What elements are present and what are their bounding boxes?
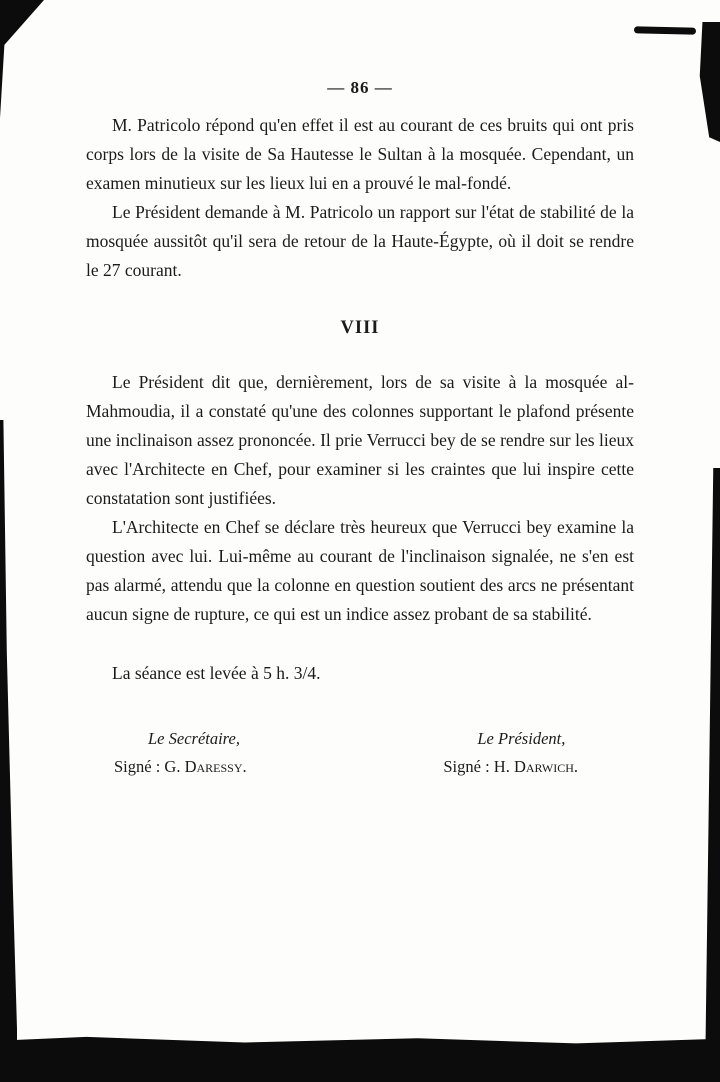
paragraph: L'Architecte en Chef se déclare très heureux que Verrucci bey examine la question avec lui. Lui-même au courant de l'inclinaison signalée, ne s'en est pas alarmé, attendu que la colonne en question soutient des arcs ne présentant aucun signe de rupture, ce qui est un indice assez probant de sa stabilité. [86,517,634,624]
page-number: — 86 — [327,78,393,97]
paragraph: Le Président demande à M. Patricolo un rapport sur l'état de stabilité de la mosquée aussitôt qu'il sera de retour de la Haute-Égypte, où il doit se rendre le 27 courant. [86,202,634,280]
secretary-signed-prefix: Signé : G. [114,757,185,776]
scan-artifact-bottom-edge [0,1036,720,1082]
president-signed-line [443,753,578,781]
scan-artifact-right-edge [705,468,720,1082]
president-signature [443,725,578,781]
president-role: Le Président, [477,729,566,748]
secretary-role: Le Secrétaire, [148,729,240,748]
secretary-signed-line [114,753,247,781]
closing-line: La séance est levée à 5 h. 3/4. [112,663,321,683]
section-heading: VIII [340,318,380,338]
page-body [86,111,634,781]
president-name: Darwich. [513,757,578,776]
paragraph: Le Président dit que, dernièrement, lors de sa visite à la mosquée al-Mahmoudia, il a constaté qu'une des colonnes supportant le plafond présente une inclinaison assez prononcée. Il prie Verrucci bey de se rendre sur les lieux avec l'Architecte en Chef, pour examiner si les craintes que lui inspire cette constatation sont justifiées. [86,372,634,508]
signature-block [86,725,634,781]
paragraph: M. Patricolo répond qu'en effet il est au courant de ces bruits qui ont pris corps lors de la visite de Sa Hautesse le Sultan à la mosquée. Cependant, un examen minutieux sur les lieux lui en a prouvé le mal-fondé. [86,115,634,193]
president-signed-prefix: Signé : H. [443,757,514,776]
secretary-name: Daressy. [184,757,247,776]
secretary-signature [114,725,247,781]
scan-artifact-left-edge [0,420,17,1082]
